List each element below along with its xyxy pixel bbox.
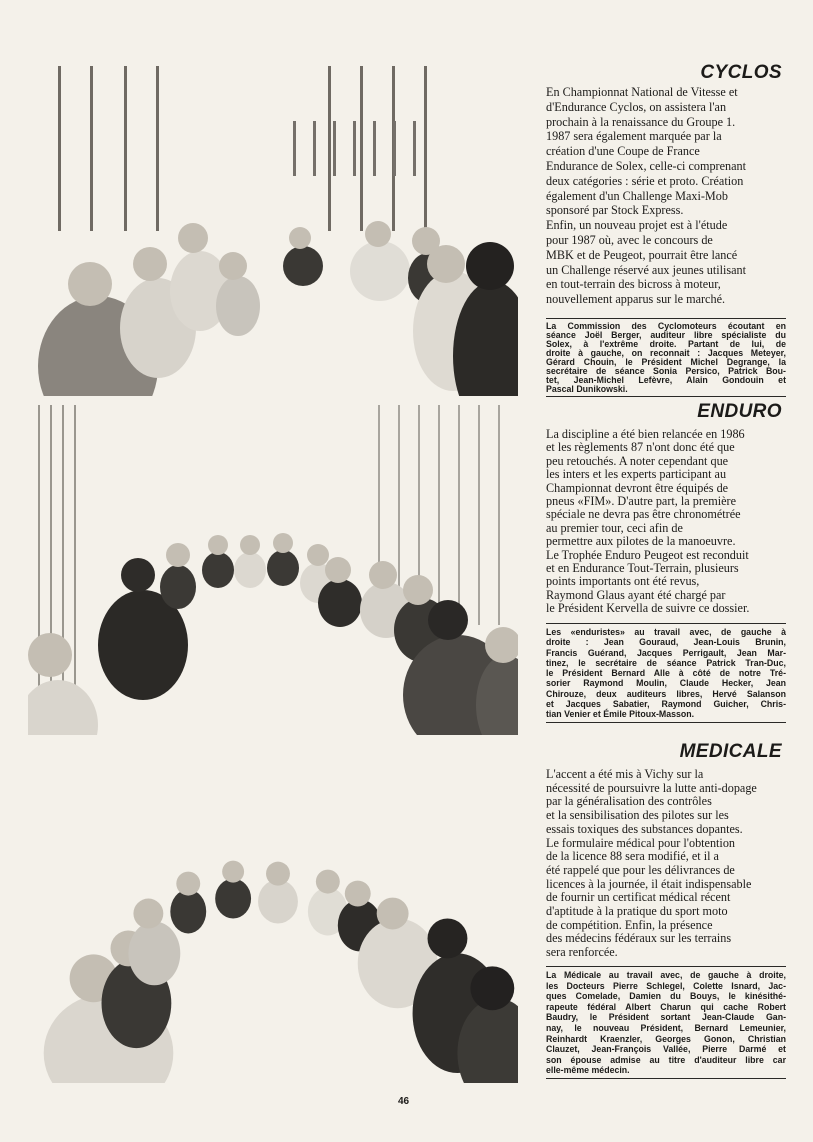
page-number: 46 [398,1096,410,1107]
person-head [176,872,200,896]
caption-line: Gérard Chouin, le Président Michel Degrange, la [546,357,786,367]
body-line: et en Endurance Tout-Terrain, plusieurs [546,561,739,576]
body-line: Enfin, un nouveau projet est à l'étude [546,218,728,233]
blind-slat [458,405,460,625]
body-line: sera renforcée. [546,945,618,960]
person-body [202,552,234,588]
photo-caption-enduro [546,623,786,723]
railing-bar [413,121,416,176]
body-line: deux catégories : série et proto. Création [546,173,744,188]
caption-line: son épouse admise au titre d'auditeur libre car [546,1054,786,1065]
body-line: les inters et les experts participant au [546,467,727,482]
body-line: pneus «FIM». D'autre part, la première [546,494,737,509]
photo-caption-medicale [546,966,786,1079]
person-body [215,879,251,919]
body-line: sponsoré par Stock Express. [546,203,684,218]
wall-plank [124,66,127,231]
body-line: permettre aux pilotes de la manoeuvre. [546,534,736,549]
body-line: de compétition. Enfin, la présence [546,917,713,932]
body-line: Le Trophée Enduro Peugeot est reconduit [546,547,749,562]
person-head [403,575,433,605]
body-line: essais toxiques des substances dopantes. [546,821,743,836]
body-line: de fournir un certificat médical récent [546,890,731,905]
photo-cyclomoteurs-commission [28,66,518,396]
caption-line: La Commission des Cyclomoteurs écoutant en [546,321,786,331]
body-line: spéciale ne devra pas être chronométrée [546,507,741,522]
person-body [128,921,180,985]
person-body [318,579,362,627]
railing-bar [313,121,316,176]
body-line: licences à la journée, il était indispensable [546,876,752,891]
wall-plank [90,66,93,231]
person-head [325,557,351,583]
body-line: été rappelé que pour les délivrances de [546,862,735,877]
caption-line: Pascal Dunikowski. [546,384,628,394]
caption-line: droite : Jean Gouraud, Jean-Louis Brunin, [546,637,786,648]
person-head [68,262,112,306]
body-line: peu retouchés. A noter cependant que [546,453,729,468]
caption-line: secrétaire de séance Sonia Persico, Patrick Bou- [546,366,786,376]
person-head [133,899,163,929]
article-body-cyclos [546,85,746,307]
body-line: un Challenge réservé aux jeunes utilisant [546,262,747,277]
railing-bar [353,121,356,176]
caption-line: Solex, à l'extrême droite. Partant de lui, de [546,339,786,349]
photo-enduristes-meeting [28,405,518,735]
blind-slat [498,405,500,625]
photo-commission-medicale [28,754,518,1083]
railing-bar [393,121,396,176]
person-head [240,535,260,555]
body-line: En Championnat National de Vitesse et [546,85,738,99]
person-body [350,241,410,301]
person-body [258,880,298,924]
railing-bar [333,121,336,176]
caption-line: elle-même médecin. [546,1065,630,1076]
person-head [208,535,228,555]
person-head [219,252,247,280]
person-body [216,276,260,336]
body-line: La discipline a été bien relancée en 1986 [546,427,745,441]
person-head [428,919,468,959]
person-head [28,633,72,677]
caption-line: Chirouze, deux auditeurs libres, Hervé Salanson [546,688,786,699]
wall-plank [360,66,363,231]
person-head [427,245,465,283]
article-body-enduro [546,428,749,616]
body-line: 1987 sera également marquée par la [546,129,722,144]
body-line: Championnat devront être équipés de [546,480,729,495]
body-line: et les règlements 87 n'ont donc été que [546,440,735,455]
body-line: Endurance de Solex, celle-ci comprenant [546,158,746,173]
caption-line: tian Venier et Émile Pitoux-Masson. [546,709,695,720]
body-line: prochain à la renaissance du Groupe 1. [546,114,736,129]
person-head [222,861,244,883]
person-head [316,870,340,894]
caption-line: Baudry, le Président sortant Jean-Claude Gan- [546,1012,786,1023]
blind-slat [478,405,480,625]
caption-line: rapeute fédéral Albert Charun qui cache Robert [546,1001,786,1012]
body-line: nouvellement apparus sur le marché. [546,292,726,307]
caption-line: séance Joël Berger, auditeur libre spécialiste du [546,330,786,340]
caption-line: Reinhardt Kraenzler, Georges Gonon, Christian [546,1033,786,1044]
person-head [266,862,290,886]
body-line: MBK et de Peugeot, pourrait être lancé [546,247,738,262]
caption-line: tet, Jean-Michel Lefèvre, Alain Gondouin et [546,375,786,385]
body-line: Le formulaire médical pour l'obtention [546,835,736,850]
wall-plank [328,66,331,231]
person-head [365,221,391,247]
person-body [160,565,196,609]
caption-line: La Médicale au travail avec, de gauche à droite, [546,970,786,980]
person-head [345,881,371,907]
caption-line: Les «enduristes» au travail avec, de gauche à [546,627,786,637]
caption-line: ques Comelade, Damien du Bouys, le kinésithé- [546,991,786,1002]
caption-line: le Président Bernard Alle à côté de notre Tré- [546,668,786,679]
person-body [234,552,266,588]
person-head [377,898,409,930]
caption-line: les Docteurs Pierre Schlegel, Colette Isnard, Jac- [546,980,786,991]
section-heading-cyclos: CYCLOS [700,62,782,83]
body-line: pour 1987 où, avec le concours de [546,232,713,247]
caption-line: sorier Raymond Moulin, Claude Hecker, Jean [546,678,786,689]
body-line: d'Endurance Cyclos, on assistera l'an [546,99,727,114]
caption-line: Francis Guérand, Jacques Perrigault, Jean Mar- [546,647,786,658]
body-line: en tout-terrain des bicross à moteur, [546,277,721,292]
body-line: de la licence 88 sera modifié, et il a [546,849,719,864]
person-body [28,680,98,735]
section-heading-enduro: ENDURO [697,401,782,422]
body-line: des médecins fédéraux sur les terrains [546,931,732,946]
person-head [470,966,514,1010]
body-line: L'accent a été mis à Vichy sur la [546,767,704,781]
caption-line: nay, le nouveau Président, Bernard Lemeunier, [546,1022,786,1033]
person-body [283,246,323,286]
wall-plank [58,66,61,231]
body-line: points importants ont été revus, [546,574,700,589]
article-body-medicale [546,768,757,960]
person-head [178,223,208,253]
person-head [307,544,329,566]
person-head [466,242,514,290]
photo-caption-cyclos [546,318,786,397]
body-line: par la généralisation des contrôles [546,794,712,809]
wall-plank [424,66,427,231]
person-body [170,890,206,934]
section-heading-medicale: MEDICALE [679,741,782,762]
railing-bar [293,121,296,176]
blind-slat [438,405,440,625]
person-head [289,227,311,249]
person-head [273,533,293,553]
body-line: et la sensibilisation des pilotes sur les [546,808,729,823]
person-head [121,558,155,592]
person-head [369,561,397,589]
body-line: le Président Kervella de suivre ce dossier. [546,601,750,616]
body-line: également d'un Challenge Maxi-Mob [546,188,728,203]
railing-bar [373,121,376,176]
caption-line: tinez, le secrétaire de séance Patrick Tran-Duc, [546,657,786,668]
caption-line: et Jacques Sabatier, Raymond Guicher, Chris- [546,699,786,710]
body-line: création d'une Coupe de France [546,144,700,159]
person-body [267,550,299,586]
person-head [166,543,190,567]
body-line: d'aptitude à la pratique du sport moto [546,904,728,919]
body-line: Raymond Glaus ayant été chargé par [546,587,726,602]
person-head [428,600,468,640]
caption-line: Clauzet, Jean-François Vallée, Pierre Darmé et [546,1044,786,1055]
wall-plank [156,66,159,231]
person-head [133,247,167,281]
caption-line: droite à gauche, on reconnait : Jacques Meteyer, [546,348,786,358]
body-line: nécessité de poursuivre la lutte anti-dopage [546,780,757,795]
body-line: au premier tour, ceci afin de [546,520,683,535]
